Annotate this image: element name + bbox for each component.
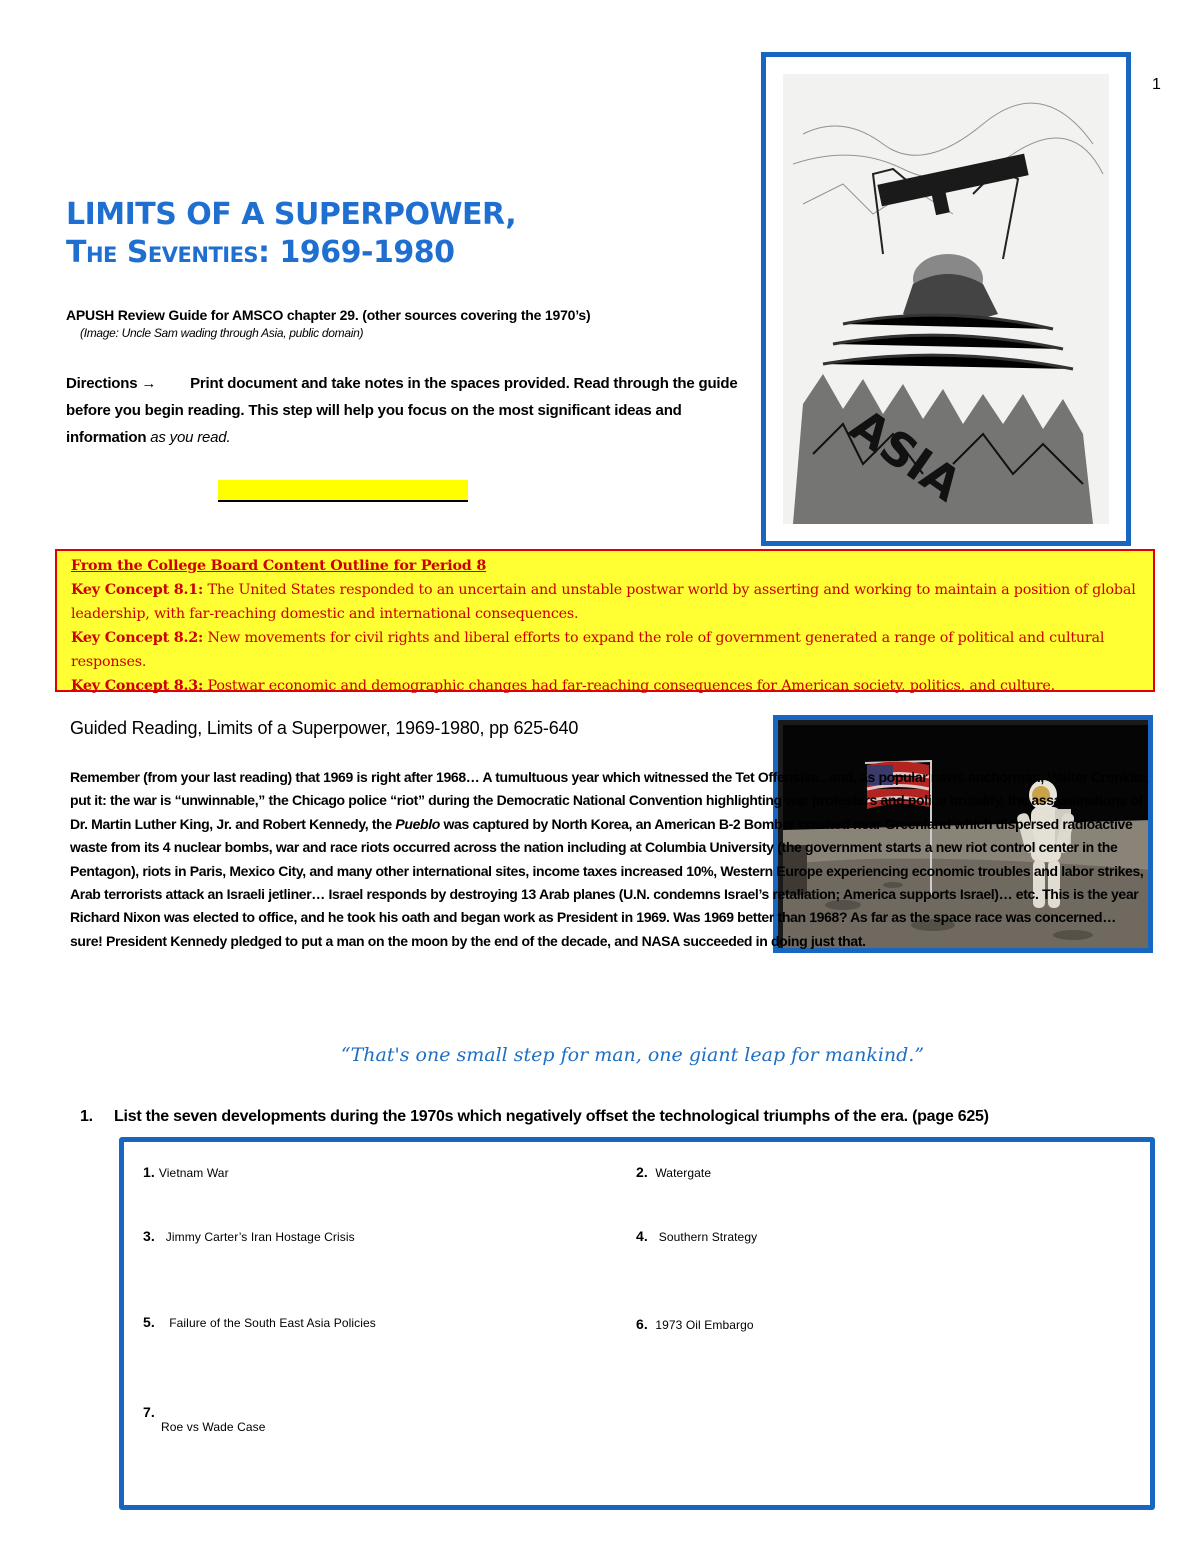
- directions-text: Print document and take notes in the spaces provided. Read through the guide before you begin reading. This step will help you focus on the most significant ideas and information: [66, 375, 738, 446]
- highlight-bar: [218, 480, 468, 502]
- answer-7[interactable]: 7. Roe vs Wade Case: [143, 1404, 266, 1434]
- key-concept-3: Key Concept 8.3: Postwar economic and demographic changes had far-reaching consequences for American society, politics, and culture.: [71, 678, 1055, 694]
- title-line-2: The Seventies: 1969-1980: [66, 235, 455, 270]
- image-credit: (Image: Uncle Sam wading through Asia, public domain): [80, 326, 364, 340]
- answer-box[interactable]: [119, 1137, 1155, 1510]
- paragraph-part-2: was captured by North Korea, an American B-2 Bomber crashed near Greenland which dispersed radioactive waste from its 4 nuclear bombs, war and race riots occurred across the nation including at Columbia University (the government starts a new riot control center in the Pentagon), riots in Paris, Mexico City, and many other international sites, income taxes increased 10%, Western Europe experiencing economic troubles and labor strikes, Arab terrorists attack an Israeli jetliner… Israel responds by destroying 13 Arab planes (U.N. condemns Israel’s retaliation; America supports Israel)… etc. This is the year Richard Nixon was elected to office, and he took his oath and began work as President in 1969. Was 1969 better than 1968? As far as the space race was concerned… sure! President Kennedy pledged to put a man on the moon by the end of the decade, and NASA succeeded in doing just that.: [70, 815, 1144, 949]
- paragraph-part-1: Remember (from your last reading) that 1969 is right after 1968… A tumultuous year which witnessed the Tet Offensive.. and, as popular news anchorman, Walter Cronkite, put it: the war is “unwinnable,” the Chicago police “riot” during the Democratic National Convention highlighting war protesters and police brutality, the assassinations of Dr. Martin Luther King, Jr. and Robert Kennedy, the: [70, 769, 1149, 832]
- answer-3[interactable]: 3. Jimmy Carter’s Iran Hostage Crisis: [143, 1228, 355, 1244]
- key-concept-1: Key Concept 8.1: The United States responded to an uncertain and unstable postwar world by asserting and working to maintain a position of global leadership, with far-reaching domestic and international consequences.: [71, 582, 1136, 622]
- question-number: 1.: [80, 1108, 93, 1125]
- guided-reading-heading: Guided Reading, Limits of a Superpower, 1969-1980, pp 625-640: [70, 718, 579, 738]
- question-text: List the seven developments during the 1970s which negatively offset the technological triumphs of the era. (page 625): [114, 1108, 989, 1125]
- answer-2[interactable]: 2. Watergate: [636, 1164, 712, 1180]
- answer-4[interactable]: 4. Southern Strategy: [636, 1228, 758, 1244]
- intro-paragraph: [70, 766, 1150, 953]
- answer-5[interactable]: 5. Failure of the South East Asia Policies: [143, 1314, 376, 1330]
- title-line-1: LIMITS OF A SUPERPOWER,: [66, 197, 517, 232]
- cartoon-caption: ASIA: [840, 397, 972, 512]
- directions-label: Directions: [66, 375, 138, 392]
- arrow-icon: →: [141, 375, 157, 392]
- paragraph-italic: Pueblo: [395, 815, 440, 832]
- subtitle: APUSH Review Guide for AMSCO chapter 29. (other sources covering the 1970’s): [66, 307, 591, 323]
- college-board-box: [55, 549, 1155, 692]
- cartoon-illustration: [783, 74, 1109, 524]
- directions-tail: as you read.: [150, 429, 231, 446]
- answer-1[interactable]: 1. Vietnam War: [143, 1164, 229, 1180]
- key-concept-2: Key Concept 8.2: New movements for civil rights and liberal efforts to expand the role of government generated a range of political and cultural responses.: [71, 630, 1105, 670]
- question-1: [80, 1108, 989, 1126]
- answer-6[interactable]: 6. 1973 Oil Embargo: [636, 1316, 754, 1332]
- directions: [66, 370, 756, 451]
- uncle-sam-cartoon: [761, 52, 1131, 546]
- college-board-heading: From the College Board Content Outline for Period 8: [71, 558, 487, 574]
- page-title: [66, 196, 516, 272]
- page-number: 1: [1152, 76, 1161, 93]
- moon-quote: “That's one small step for man, one giant leap for mankind.”: [340, 1044, 925, 1066]
